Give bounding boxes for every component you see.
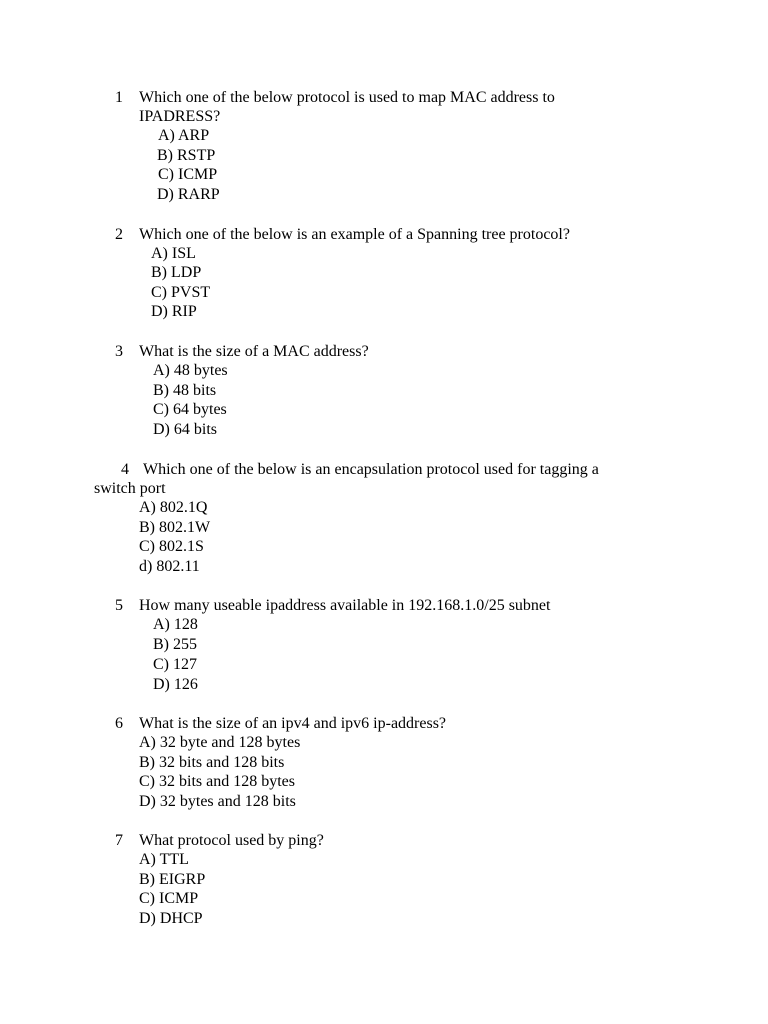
question-text: Which one of the below protocol is used to map MAC address to	[139, 89, 555, 106]
question-number: 7	[115, 832, 123, 849]
option-a: A) 802.1Q	[139, 499, 208, 516]
option-c: C) PVST	[151, 284, 211, 301]
question-text: What protocol used by ping?	[139, 832, 324, 849]
option-b: B) 255	[153, 636, 197, 653]
option-a: A) 32 byte and 128 bytes	[139, 734, 301, 751]
question-text: What is the size of a MAC address?	[139, 343, 369, 360]
question-number: 4	[121, 461, 129, 478]
question-number: 2	[115, 226, 123, 243]
option-c: C) 802.1S	[139, 538, 204, 555]
option-a: A) ARP	[158, 127, 210, 144]
option-d: D) DHCP	[139, 910, 203, 927]
question-text: How many useable ipaddress available in 192.168.1.0/25 subnet	[139, 597, 551, 614]
question-text: Which one of the below is an example of a Spanning tree protocol?	[139, 226, 570, 243]
question-text-continued: switch port	[94, 480, 166, 497]
option-c: C) ICMP	[139, 890, 199, 907]
option-d: D) 64 bits	[153, 421, 217, 438]
option-a: A) TTL	[139, 851, 189, 868]
question-number: 6	[115, 715, 123, 732]
question-number: 5	[115, 597, 123, 614]
option-c: C) 64 bytes	[153, 401, 227, 418]
question-number: 3	[115, 343, 123, 360]
option-b: B) EIGRP	[139, 871, 206, 888]
option-d: d) 802.11	[139, 558, 200, 575]
option-b: B) RSTP	[157, 147, 216, 164]
option-d: D) RARP	[157, 186, 220, 203]
option-b: B) 32 bits and 128 bits	[139, 754, 285, 771]
option-c: C) 127	[153, 656, 197, 673]
option-a: A) 128	[153, 616, 198, 633]
question-number: 1	[115, 89, 123, 106]
option-b: B) 48 bits	[153, 382, 217, 399]
option-d: D) 32 bytes and 128 bits	[139, 793, 296, 810]
option-b: B) LDP	[151, 264, 202, 281]
option-d: D) RIP	[151, 303, 197, 320]
option-a: A) 48 bytes	[153, 362, 228, 379]
option-c: C) 32 bits and 128 bytes	[139, 773, 295, 790]
question-text-continued: IPADRESS?	[139, 108, 221, 125]
question-text: What is the size of an ipv4 and ipv6 ip-address?	[139, 715, 447, 732]
option-d: D) 126	[153, 676, 198, 693]
option-c: C) ICMP	[158, 166, 218, 183]
question-text: Which one of the below is an encapsulation protocol used for tagging a	[143, 461, 599, 478]
option-a: A) ISL	[151, 245, 196, 262]
option-b: B) 802.1W	[139, 519, 211, 536]
